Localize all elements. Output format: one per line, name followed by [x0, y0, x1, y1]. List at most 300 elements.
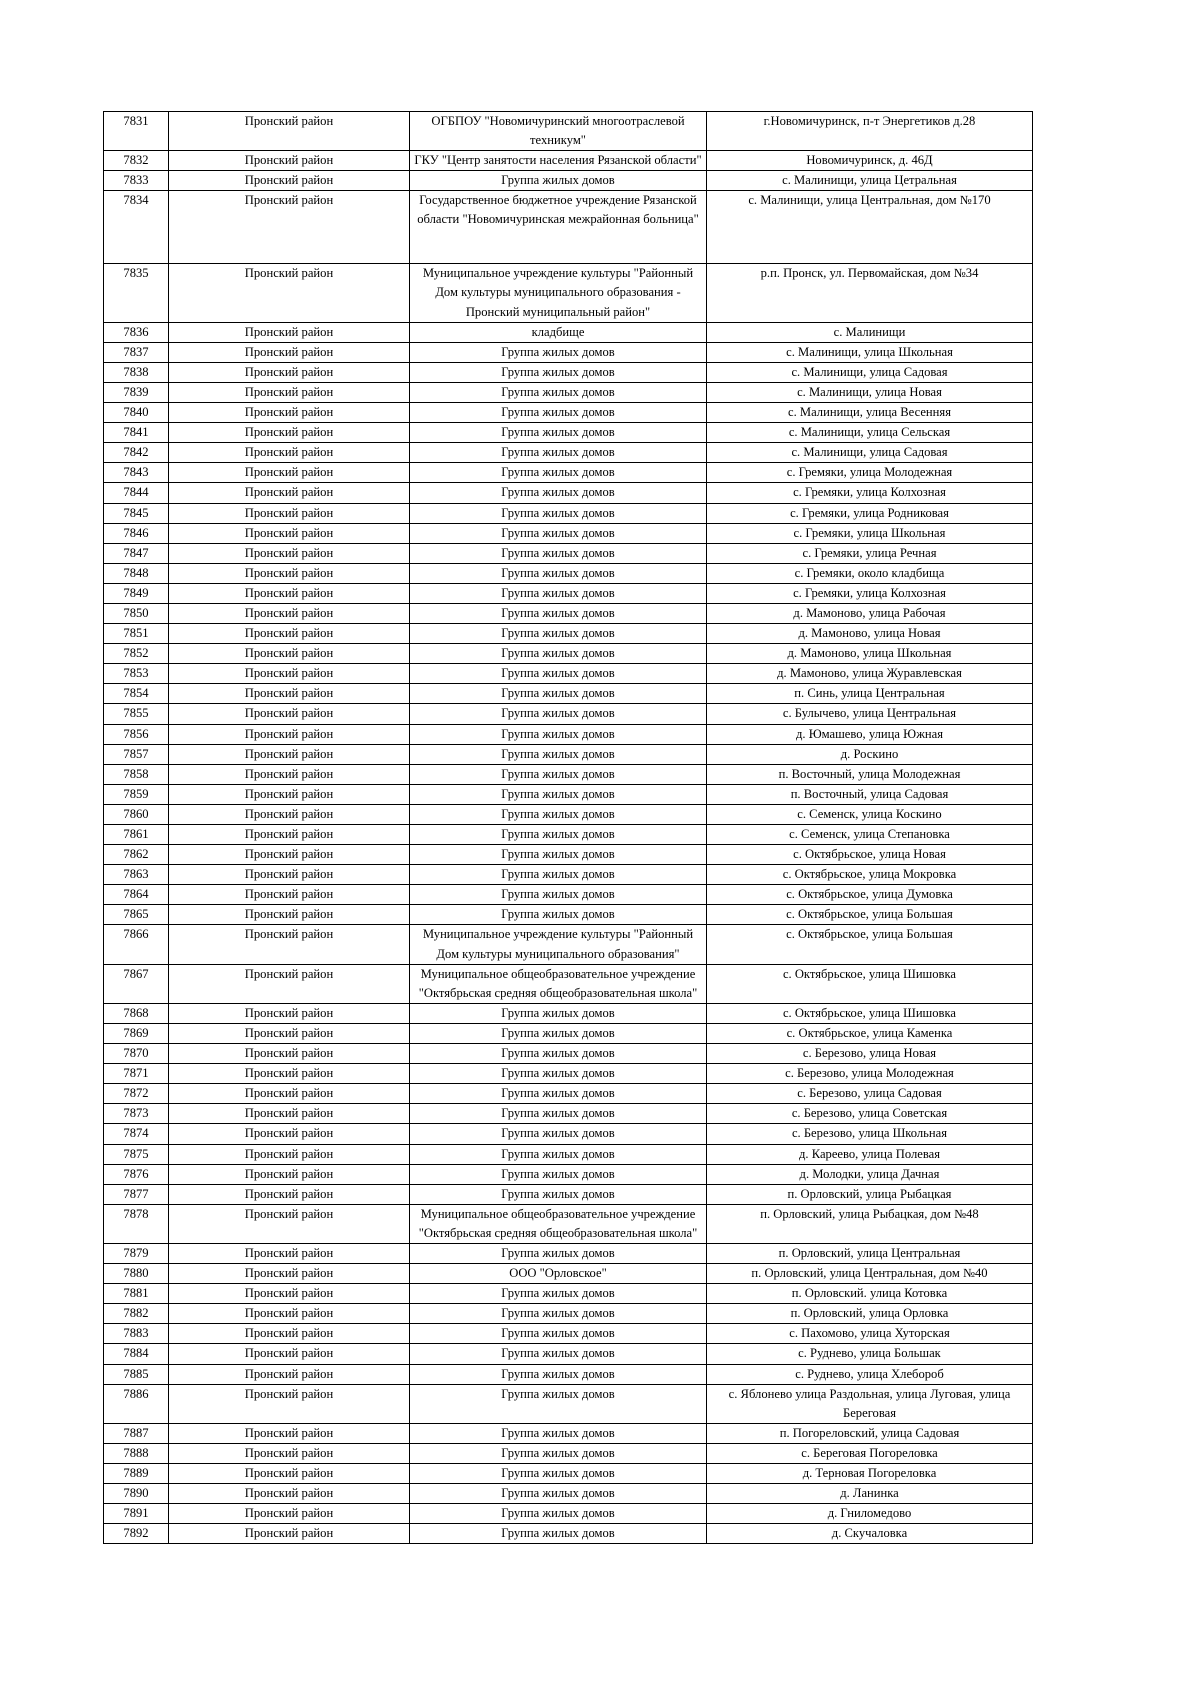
row-number-cell: 7866 [104, 925, 169, 964]
district-cell: Пронский район [169, 885, 410, 905]
object-name-cell: Группа жилых домов [410, 403, 707, 423]
district-cell: Пронский район [169, 1204, 410, 1243]
row-number-cell: 7855 [104, 704, 169, 724]
row-number-cell: 7856 [104, 724, 169, 744]
district-cell: Пронский район [169, 1324, 410, 1344]
table-row [104, 563, 1033, 583]
address-cell: с. Малинищи, улица Сельская [707, 423, 1033, 443]
table-row [104, 264, 1033, 322]
table-row [104, 603, 1033, 623]
row-number-cell: 7837 [104, 342, 169, 362]
district-cell: Пронский район [169, 523, 410, 543]
address-cell: д. Скучаловка [707, 1524, 1033, 1544]
address-cell: с. Октябрьское, улица Новая [707, 845, 1033, 865]
object-name-cell: Группа жилых домов [410, 804, 707, 824]
row-number-cell: 7859 [104, 784, 169, 804]
row-number-cell: 7891 [104, 1504, 169, 1524]
row-number-cell: 7833 [104, 171, 169, 191]
table-row [104, 463, 1033, 483]
table-row [104, 1324, 1033, 1344]
object-name-cell: Группа жилых домов [410, 563, 707, 583]
district-cell: Пронский район [169, 1484, 410, 1504]
row-number-cell: 7869 [104, 1023, 169, 1043]
row-number-cell: 7875 [104, 1144, 169, 1164]
row-number-cell: 7879 [104, 1243, 169, 1263]
district-cell: Пронский район [169, 865, 410, 885]
table-row [104, 1504, 1033, 1524]
district-cell: Пронский район [169, 1304, 410, 1324]
table-row [104, 1023, 1033, 1043]
address-cell: с. Березово, улица Молодежная [707, 1064, 1033, 1084]
row-number-cell: 7892 [104, 1524, 169, 1544]
object-name-cell: Группа жилых домов [410, 443, 707, 463]
district-cell: Пронский район [169, 112, 410, 151]
object-name-cell: Группа жилых домов [410, 1144, 707, 1164]
table-row [104, 171, 1033, 191]
address-cell: д. Мамоново, улица Журавлевская [707, 664, 1033, 684]
address-cell: с. Малинищи, улица Садовая [707, 443, 1033, 463]
address-cell: с. Малинищи, улица Цетральная [707, 171, 1033, 191]
address-cell: д. Кареево, улица Полевая [707, 1144, 1033, 1164]
object-name-cell: Группа жилых домов [410, 1243, 707, 1263]
object-name-cell: Группа жилых домов [410, 1003, 707, 1023]
row-number-cell: 7874 [104, 1124, 169, 1144]
row-number-cell: 7876 [104, 1164, 169, 1184]
address-cell: с. Малинищи, улица Центральная, дом №170 [707, 191, 1033, 264]
district-cell: Пронский район [169, 1464, 410, 1484]
address-cell: с. Гремяки, улица Школьная [707, 523, 1033, 543]
row-number-cell: 7868 [104, 1003, 169, 1023]
object-name-cell: Группа жилых домов [410, 1284, 707, 1304]
table-row [104, 1364, 1033, 1384]
district-cell: Пронский район [169, 624, 410, 644]
row-number-cell: 7882 [104, 1304, 169, 1324]
address-cell: с. Малинищи, улица Садовая [707, 362, 1033, 382]
district-cell: Пронский район [169, 804, 410, 824]
row-number-cell: 7870 [104, 1044, 169, 1064]
row-number-cell: 7890 [104, 1484, 169, 1504]
address-cell: с. Октябрьское, улица Думовка [707, 885, 1033, 905]
address-cell: р.п. Пронск, ул. Первомайская, дом №34 [707, 264, 1033, 322]
row-number-cell: 7873 [104, 1104, 169, 1124]
district-cell: Пронский район [169, 784, 410, 804]
object-name-cell: Группа жилых домов [410, 1324, 707, 1344]
district-cell: Пронский район [169, 925, 410, 964]
table-row [104, 362, 1033, 382]
object-name-cell: Группа жилых домов [410, 1064, 707, 1084]
address-cell: с. Октябрьское, улица Каменка [707, 1023, 1033, 1043]
table-row [104, 1184, 1033, 1204]
table-row [104, 1144, 1033, 1164]
object-name-cell: Группа жилых домов [410, 644, 707, 664]
table-row [104, 1003, 1033, 1023]
district-cell: Пронский район [169, 1084, 410, 1104]
district-cell: Пронский район [169, 1524, 410, 1544]
row-number-cell: 7852 [104, 644, 169, 664]
object-name-cell: Группа жилых домов [410, 1124, 707, 1144]
object-name-cell: Группа жилых домов [410, 362, 707, 382]
district-cell: Пронский район [169, 1284, 410, 1304]
row-number-cell: 7832 [104, 151, 169, 171]
row-number-cell: 7886 [104, 1384, 169, 1423]
object-name-cell: ОГБПОУ "Новомичуринский многоотраслевой техникум" [410, 112, 707, 151]
object-name-cell: Группа жилых домов [410, 543, 707, 563]
object-name-cell: кладбище [410, 322, 707, 342]
table-row [104, 825, 1033, 845]
table-row [104, 583, 1033, 603]
table-row [104, 845, 1033, 865]
row-number-cell: 7865 [104, 905, 169, 925]
table-row [104, 1423, 1033, 1443]
district-cell: Пронский район [169, 543, 410, 563]
address-cell: с. Гремяки, улица Родниковая [707, 503, 1033, 523]
row-number-cell: 7851 [104, 624, 169, 644]
object-name-cell: Группа жилых домов [410, 1344, 707, 1364]
district-cell: Пронский район [169, 1184, 410, 1204]
row-number-cell: 7841 [104, 423, 169, 443]
district-cell: Пронский район [169, 1443, 410, 1463]
table-row [104, 1484, 1033, 1504]
district-cell: Пронский район [169, 1164, 410, 1184]
object-name-cell: Группа жилых домов [410, 1184, 707, 1204]
table-row [104, 543, 1033, 563]
district-cell: Пронский район [169, 1044, 410, 1064]
object-name-cell: Группа жилых домов [410, 784, 707, 804]
object-name-cell: Группа жилых домов [410, 724, 707, 744]
address-cell: д. Молодки, улица Дачная [707, 1164, 1033, 1184]
table-row [104, 1164, 1033, 1184]
table-row [104, 764, 1033, 784]
table-row [104, 1284, 1033, 1304]
object-name-cell: Группа жилых домов [410, 684, 707, 704]
table-row [104, 704, 1033, 724]
address-cell: д. Гниломедово [707, 1504, 1033, 1524]
address-cell: с. Октябрьское, улица Большая [707, 905, 1033, 925]
row-number-cell: 7860 [104, 804, 169, 824]
address-cell: д. Юмашево, улица Южная [707, 724, 1033, 744]
district-cell: Пронский район [169, 1364, 410, 1384]
row-number-cell: 7836 [104, 322, 169, 342]
object-name-cell: Группа жилых домов [410, 1423, 707, 1443]
object-name-cell: Группа жилых домов [410, 1384, 707, 1423]
row-number-cell: 7861 [104, 825, 169, 845]
district-cell: Пронский район [169, 603, 410, 623]
table-row [104, 423, 1033, 443]
table-row [104, 1443, 1033, 1463]
object-name-cell: Группа жилых домов [410, 1484, 707, 1504]
address-cell: с. Малинищи, улица Новая [707, 382, 1033, 402]
object-name-cell: ООО "Орловское" [410, 1264, 707, 1284]
table-row [104, 403, 1033, 423]
district-cell: Пронский район [169, 1384, 410, 1423]
object-name-cell: Муниципальное общеобразовательное учреждение "Октябрьская средняя общеобразовательная школа" [410, 964, 707, 1003]
address-cell: с. Семенск, улица Коскино [707, 804, 1033, 824]
object-name-cell: Группа жилых домов [410, 865, 707, 885]
district-cell: Пронский район [169, 563, 410, 583]
address-cell: с. Гремяки, улица Колхозная [707, 583, 1033, 603]
address-cell: д. Мамоново, улица Рабочая [707, 603, 1033, 623]
district-cell: Пронский район [169, 151, 410, 171]
address-cell: с. Березово, улица Советская [707, 1104, 1033, 1124]
address-cell: д. Роскино [707, 744, 1033, 764]
address-cell: п. Орловский, улица Орловка [707, 1304, 1033, 1324]
object-name-cell: Группа жилых домов [410, 1023, 707, 1043]
district-cell: Пронский район [169, 443, 410, 463]
address-cell: д. Терновая Погореловка [707, 1464, 1033, 1484]
address-cell: с. Руднево, улица Хлебороб [707, 1364, 1033, 1384]
address-cell: с. Яблонево улица Раздольная, улица Луговая, улица Береговая [707, 1384, 1033, 1423]
row-number-cell: 7843 [104, 463, 169, 483]
address-cell: п. Орловский, улица Центральная [707, 1243, 1033, 1263]
object-name-cell: Группа жилых домов [410, 423, 707, 443]
district-cell: Пронский район [169, 744, 410, 764]
district-cell: Пронский район [169, 171, 410, 191]
address-cell: п. Орловский. улица Котовка [707, 1284, 1033, 1304]
row-number-cell: 7847 [104, 543, 169, 563]
table-row [104, 744, 1033, 764]
address-cell: с. Береговая Погореловка [707, 1443, 1033, 1463]
row-number-cell: 7845 [104, 503, 169, 523]
address-cell: с. Березово, улица Школьная [707, 1124, 1033, 1144]
object-name-cell: Группа жилых домов [410, 1304, 707, 1324]
district-cell: Пронский район [169, 1064, 410, 1084]
table-row [104, 905, 1033, 925]
address-cell: с. Малинищи [707, 322, 1033, 342]
table-row [104, 865, 1033, 885]
object-name-cell: Группа жилых домов [410, 1164, 707, 1184]
object-name-cell: Группа жилых домов [410, 382, 707, 402]
row-number-cell: 7840 [104, 403, 169, 423]
object-name-cell: Муниципальное учреждение культуры "Районный Дом культуры муниципального образования - Пронский муниципальный район" [410, 264, 707, 322]
district-cell: Пронский район [169, 583, 410, 603]
object-name-cell: Группа жилых домов [410, 1104, 707, 1124]
address-cell: с. Березово, улица Садовая [707, 1084, 1033, 1104]
district-cell: Пронский район [169, 362, 410, 382]
table-row [104, 964, 1033, 1003]
object-name-cell: Группа жилых домов [410, 744, 707, 764]
address-cell: с. Березово, улица Новая [707, 1044, 1033, 1064]
address-cell: с. Малинищи, улица Школьная [707, 342, 1033, 362]
district-cell: Пронский район [169, 724, 410, 744]
object-name-cell: Группа жилых домов [410, 171, 707, 191]
address-cell: с. Гремяки, улица Речная [707, 543, 1033, 563]
district-cell: Пронский район [169, 503, 410, 523]
object-name-cell: Группа жилых домов [410, 1044, 707, 1064]
district-cell: Пронский район [169, 1344, 410, 1364]
row-number-cell: 7842 [104, 443, 169, 463]
address-cell: с. Октябрьское, улица Мокровка [707, 865, 1033, 885]
address-cell: с. Гремяки, улица Молодежная [707, 463, 1033, 483]
row-number-cell: 7857 [104, 744, 169, 764]
table-row [104, 112, 1033, 151]
table-row [104, 885, 1033, 905]
object-name-cell: Группа жилых домов [410, 624, 707, 644]
object-name-cell: Группа жилых домов [410, 885, 707, 905]
table-row [104, 1524, 1033, 1544]
row-number-cell: 7883 [104, 1324, 169, 1344]
object-name-cell: Группа жилых домов [410, 342, 707, 362]
table-row [104, 925, 1033, 964]
row-number-cell: 7863 [104, 865, 169, 885]
district-cell: Пронский район [169, 1003, 410, 1023]
address-cell: п. Орловский, улица Рыбацкая [707, 1184, 1033, 1204]
object-name-cell: Группа жилых домов [410, 764, 707, 784]
address-table [103, 111, 1033, 1544]
table-row [104, 191, 1033, 264]
district-cell: Пронский район [169, 764, 410, 784]
table-row [104, 804, 1033, 824]
address-cell: с. Октябрьское, улица Большая [707, 925, 1033, 964]
table-row [104, 342, 1033, 362]
address-cell: с. Семенск, улица Степановка [707, 825, 1033, 845]
address-cell: Новомичуринск, д. 46Д [707, 151, 1033, 171]
object-name-cell: Группа жилых домов [410, 1464, 707, 1484]
table-row [104, 1304, 1033, 1324]
row-number-cell: 7850 [104, 603, 169, 623]
address-cell: с. Пахомово, улица Хуторская [707, 1324, 1033, 1344]
district-cell: Пронский район [169, 1104, 410, 1124]
table-row [104, 1384, 1033, 1423]
table-row [104, 382, 1033, 402]
row-number-cell: 7849 [104, 583, 169, 603]
table-row [104, 1264, 1033, 1284]
district-cell: Пронский район [169, 684, 410, 704]
district-cell: Пронский район [169, 423, 410, 443]
table-row [104, 503, 1033, 523]
district-cell: Пронский район [169, 845, 410, 865]
table-row [104, 724, 1033, 744]
district-cell: Пронский район [169, 463, 410, 483]
object-name-cell: Группа жилых домов [410, 1524, 707, 1544]
table-row [104, 624, 1033, 644]
table-row [104, 1104, 1033, 1124]
row-number-cell: 7878 [104, 1204, 169, 1243]
table-row [104, 1064, 1033, 1084]
address-cell: с. Руднево, улица Большак [707, 1344, 1033, 1364]
row-number-cell: 7846 [104, 523, 169, 543]
row-number-cell: 7877 [104, 1184, 169, 1204]
object-name-cell: Муниципальное общеобразовательное учреждение "Октябрьская средняя общеобразовательная школа" [410, 1204, 707, 1243]
address-cell: п. Восточный, улица Садовая [707, 784, 1033, 804]
object-name-cell: Группа жилых домов [410, 845, 707, 865]
object-name-cell: Группа жилых домов [410, 603, 707, 623]
address-cell: п. Орловский, улица Центральная, дом №40 [707, 1264, 1033, 1284]
row-number-cell: 7838 [104, 362, 169, 382]
row-number-cell: 7848 [104, 563, 169, 583]
district-cell: Пронский район [169, 1264, 410, 1284]
table-row [104, 1084, 1033, 1104]
table-row [104, 644, 1033, 664]
row-number-cell: 7854 [104, 684, 169, 704]
row-number-cell: 7844 [104, 483, 169, 503]
row-number-cell: 7858 [104, 764, 169, 784]
table-row [104, 483, 1033, 503]
district-cell: Пронский район [169, 704, 410, 724]
object-name-cell: Группа жилых домов [410, 483, 707, 503]
district-cell: Пронский район [169, 905, 410, 925]
district-cell: Пронский район [169, 825, 410, 845]
object-name-cell: Группа жилых домов [410, 1504, 707, 1524]
object-name-cell: Группа жилых домов [410, 825, 707, 845]
address-cell: с. Октябрьское, улица Шишовка [707, 964, 1033, 1003]
row-number-cell: 7888 [104, 1443, 169, 1463]
district-cell: Пронский район [169, 1423, 410, 1443]
row-number-cell: 7885 [104, 1364, 169, 1384]
row-number-cell: 7884 [104, 1344, 169, 1364]
address-cell: г.Новомичуринск, п-т Энергетиков д.28 [707, 112, 1033, 151]
row-number-cell: 7880 [104, 1264, 169, 1284]
district-cell: Пронский район [169, 342, 410, 362]
district-cell: Пронский район [169, 322, 410, 342]
row-number-cell: 7881 [104, 1284, 169, 1304]
object-name-cell: Группа жилых домов [410, 704, 707, 724]
table-row [104, 322, 1033, 342]
object-name-cell: Группа жилых домов [410, 1084, 707, 1104]
object-name-cell: Группа жилых домов [410, 523, 707, 543]
object-name-cell: Группа жилых домов [410, 664, 707, 684]
row-number-cell: 7871 [104, 1064, 169, 1084]
address-cell: с. Гремяки, улица Колхозная [707, 483, 1033, 503]
object-name-cell: Группа жилых домов [410, 1364, 707, 1384]
table-row [104, 664, 1033, 684]
address-cell: д. Мамоново, улица Новая [707, 624, 1033, 644]
table-row [104, 684, 1033, 704]
object-name-cell: ГКУ "Центр занятости населения Рязанской области" [410, 151, 707, 171]
object-name-cell: Группа жилых домов [410, 503, 707, 523]
table-row [104, 443, 1033, 463]
district-cell: Пронский район [169, 644, 410, 664]
district-cell: Пронский район [169, 1504, 410, 1524]
district-cell: Пронский район [169, 1124, 410, 1144]
table-row [104, 1243, 1033, 1263]
district-cell: Пронский район [169, 191, 410, 264]
row-number-cell: 7862 [104, 845, 169, 865]
address-cell: п. Погореловский, улица Садовая [707, 1423, 1033, 1443]
row-number-cell: 7853 [104, 664, 169, 684]
row-number-cell: 7835 [104, 264, 169, 322]
address-cell: п. Синь, улица Центральная [707, 684, 1033, 704]
table-row [104, 1204, 1033, 1243]
district-cell: Пронский район [169, 264, 410, 322]
table-row [104, 151, 1033, 171]
row-number-cell: 7872 [104, 1084, 169, 1104]
table-row [104, 1044, 1033, 1064]
row-number-cell: 7834 [104, 191, 169, 264]
address-cell: п. Восточный, улица Молодежная [707, 764, 1033, 784]
object-name-cell: Группа жилых домов [410, 583, 707, 603]
address-cell: д. Мамоново, улица Школьная [707, 644, 1033, 664]
row-number-cell: 7867 [104, 964, 169, 1003]
row-number-cell: 7864 [104, 885, 169, 905]
address-cell: с. Гремяки, около кладбища [707, 563, 1033, 583]
object-name-cell: Группа жилых домов [410, 463, 707, 483]
object-name-cell: Государственное бюджетное учреждение Рязанской области "Новомичуринская межрайонная больница" [410, 191, 707, 264]
district-cell: Пронский район [169, 403, 410, 423]
table-row [104, 784, 1033, 804]
table-row [104, 1124, 1033, 1144]
address-cell: с. Малинищи, улица Весенняя [707, 403, 1033, 423]
row-number-cell: 7889 [104, 1464, 169, 1484]
district-cell: Пронский район [169, 483, 410, 503]
address-cell: д. Ланинка [707, 1484, 1033, 1504]
object-name-cell: Группа жилых домов [410, 905, 707, 925]
row-number-cell: 7887 [104, 1423, 169, 1443]
row-number-cell: 7831 [104, 112, 169, 151]
table-row [104, 1464, 1033, 1484]
object-name-cell: Группа жилых домов [410, 1443, 707, 1463]
row-number-cell: 7839 [104, 382, 169, 402]
district-cell: Пронский район [169, 1023, 410, 1043]
